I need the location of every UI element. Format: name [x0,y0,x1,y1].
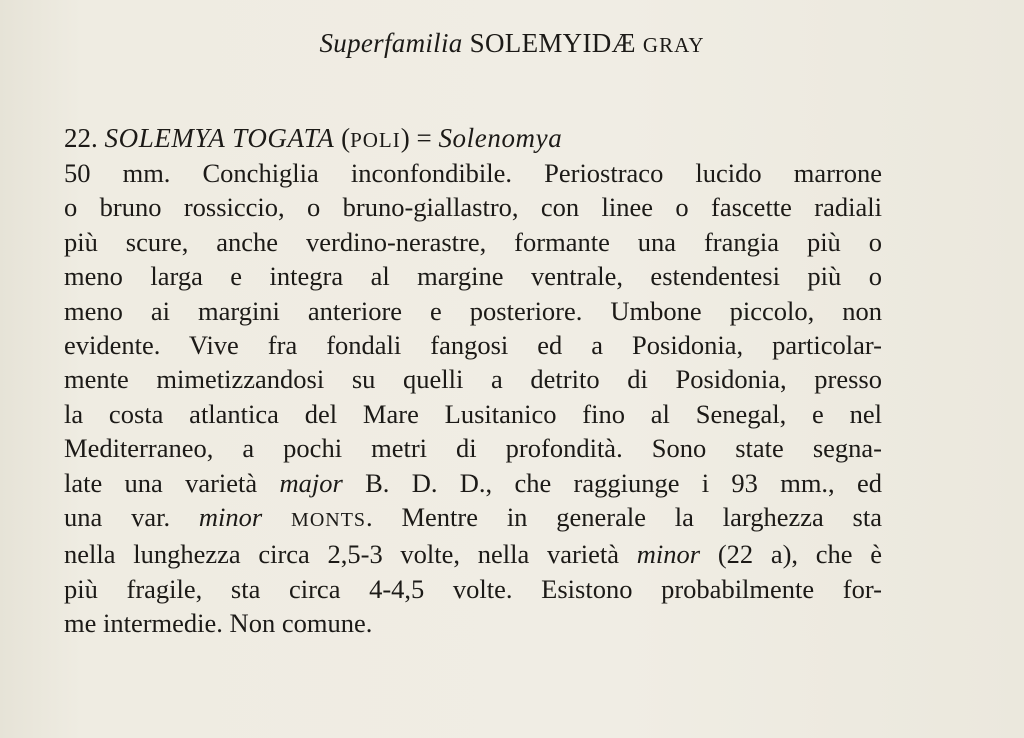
variety-minor: minor [198,502,263,533]
heading-family-name: SOLEMYIDÆ [469,28,636,58]
species-name: SOLEMYA TOGATA [104,123,335,153]
species-description [64,156,882,641]
heading-author: GRAY [642,33,705,57]
open-paren: ( [341,123,351,153]
close-paren-equals: ) = [400,123,432,153]
description-line-9: Mediterraneo, a pochi metri di profondità. Sono state segna- [64,433,882,464]
description-line-12 [64,537,882,571]
line-12-text-c: (22 a), che è [717,539,883,570]
description-line-6: evidente. Vive fra fondali fangosi ed a Posidonia, particolar- [64,330,882,361]
entry-number: 22. [64,123,98,153]
description-line-7: mente mimetizzandosi su quelli a detrito di Posidonia, presso [64,364,882,395]
description-line-3: più scure, anche verdino-nerastre, formante una frangia più o [64,226,882,257]
line-11-text-a: una var. [64,502,171,533]
description-line-11 [64,500,882,537]
description-line-4: meno larga e integra al margine ventrale, estendentesi più o [64,261,882,292]
line-11-text-d: . Mentre in generale la larghezza sta [366,502,882,533]
description-line-2: o bruno rossiccio, o bruno-giallastro, con linee o fascette radiali [64,192,882,223]
description-line-14: me intermedie. Non comune. [64,608,373,639]
heading-prefix: Superfamilia [319,28,463,58]
description-line-8: la costa atlantica del Mare Lusitanico fino al Senegal, e nel [64,398,882,429]
description-line-13: più fragile, sta circa 4-4,5 volte. Esistono probabilmente for- [64,573,882,604]
species-entry-title [64,123,562,154]
variety-minor-ref: minor [636,539,701,570]
description-line-5: meno ai margini anteriore e posteriore. Umbone piccolo, non [64,295,882,326]
superfamily-heading [0,28,1024,59]
species-author: POLI [350,128,401,152]
line-12-text-a: nella lunghezza circa 2,5-3 volte, nella varietà [64,539,620,570]
line-10-text-c: B. D. D., che raggiunge i 93 mm., ed [365,467,882,498]
description-line-10 [64,466,882,500]
synonym-name: Solenomya [438,123,563,153]
variety-minor-author: MONTS [291,509,367,532]
line-10-text-a: late una varietà [64,467,258,498]
variety-major: major [279,467,343,498]
description-line-1: 50 mm. Conchiglia inconfondibile. Periostraco lucido marrone [64,158,882,188]
